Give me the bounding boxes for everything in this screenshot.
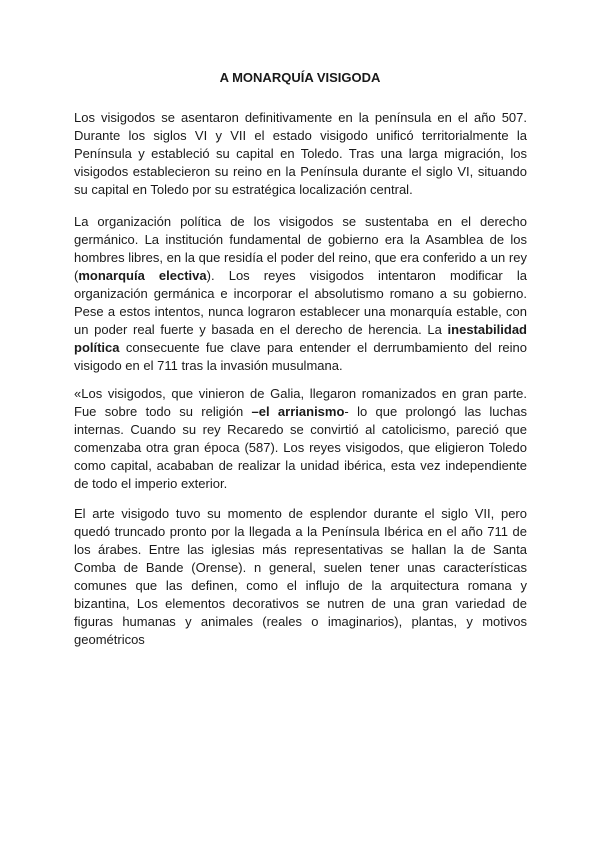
paragraph-text: consecuente fue clave para entender el derrumbamiento del reino visigodo en el 711 tras la invasión musulmana.: [74, 340, 527, 373]
paragraph-text: La organización política de los visigodos se sustentaba en el derecho germánico. La institución fundamental de gobierno era la Asamblea de los hombres libres, en la que residía el poder del reino, que era conferido a un rey (: [74, 214, 527, 283]
paragraph-text: «Los visigodos, que vinieron de Galia, llegaron romanizados en gran parte. Fue sobre todo su religión: [74, 386, 527, 419]
bold-term-arrianismo: –el arrianismo: [251, 404, 345, 419]
paragraph-quote-religion: [74, 385, 527, 493]
paragraph-political-organization: [74, 213, 527, 375]
paragraph-visigothic-art: El arte visigodo tuvo su momento de esplendor durante el siglo VII, pero quedó truncado pronto por la llegada a la Península Ibérica en el año 711 de los árabes. Entre las iglesias más representativas se hallan la de Santa Comba de Bande (Orense). n general, suelen tener unas características comunes que las definen, como el influjo de la arquitectura romana y bizantina, Los elementos decorativos se nutren de una gran variedad de figuras humanas y animales (reales o imaginarios), plantas, y motivos geométricos: [74, 506, 527, 647]
document-title: A MONARQUÍA VISIGODA: [219, 70, 381, 85]
paragraph-text: - lo que prolongó las luchas internas. Cuando su rey Recaredo se convirtió al catolicismo, pareció que comenzaba otra gran época (587). Los reyes visigodos, que eligieron Toledo como capital, acababan de realizar la unidad ibérica, esta vez independiente de todo el imperio exterior.: [74, 404, 527, 491]
paragraph-origins: Los visigodos se asentaron definitivamente en la península en el año 507. Durante los siglos VI y VII el estado visigodo unificó territorialmente la Península y estableció su capital en Toledo. Tras una larga migración, los visigodos establecieron su reino en la Península durante el siglo VI, situando su capital en Toledo por su estratégica localización central.: [74, 110, 527, 197]
bold-term-monarquia-electiva: monarquía electiva: [78, 268, 207, 283]
bold-term-inestabilidad-politica: inestabilidad política: [74, 322, 527, 355]
paragraph-text: ). Los reyes visigodos intentaron modificar la organización germánica e incorporar el absolutismo romano a su gobierno. Pese a estos intentos, nunca lograron establecer una monarquía estable, con un poder real fuerte y basada en el derecho de herencia. La: [74, 268, 527, 337]
